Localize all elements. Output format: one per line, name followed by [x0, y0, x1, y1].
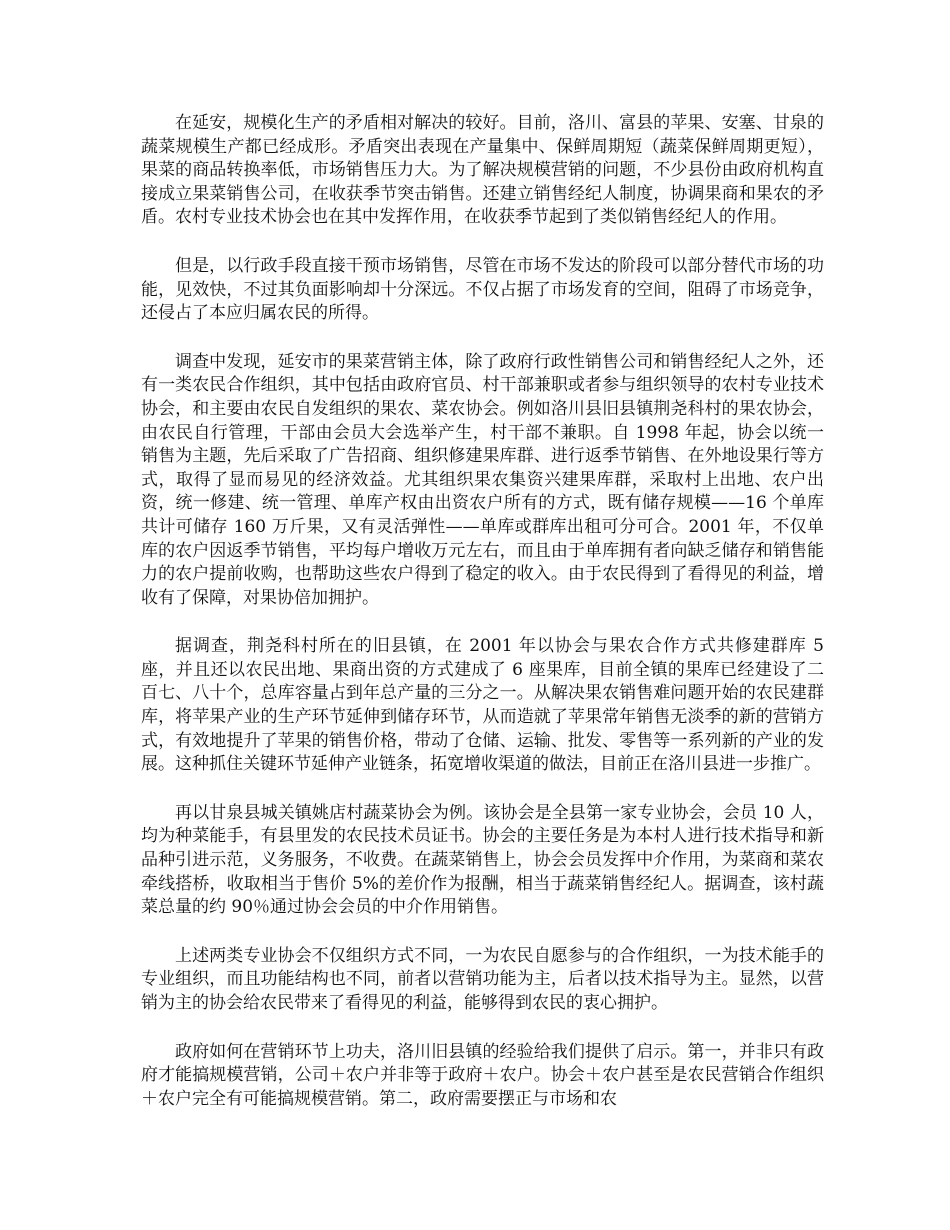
- paragraph-7: 政府如何在营销环节上功夫，洛川旧县镇的经验给我们提供了启示。第一，并非只有政府才能搞规模营销，公司＋农户并非等于政府＋农户。协会＋农户甚至是农民营销合作组织＋农户完全有可能搞规模营销。第二，政府需要摆正与市场和农: [141, 1041, 824, 1109]
- paragraph-5: 再以甘泉县城关镇姚店村蔬菜协会为例。该协会是全县第一家专业协会，会员 10 人，均为种菜能手，有县里发的农民技术员证书。协会的主要任务是为本村人进行技术指导和新品种引进示范，义务服务，不收费。在蔬菜销售上，协会会员发挥中介作用，为菜商和菜农牵线搭桥，收取相当于售价 5%的差价作为报酬，相当于蔬菜销售经纪人。据调查，该村蔬菜总量的约 90％通过协会会员的中介作用销售。: [141, 802, 824, 918]
- document-body: [141, 112, 824, 1111]
- paragraph-2: 但是，以行政手段直接干预市场销售，尽管在市场不发达的阶段可以部分替代市场的功能，见效快，不过其负面影响却十分深远。不仅占据了市场发育的空间，阻碍了市场竞争，还侵占了本应归属农民的所得。: [141, 255, 824, 324]
- paragraph-6: 上述两类专业协会不仅组织方式不同，一为农民自愿参与的合作组织，一为技术能手的专业组织，而且功能结构也不同，前者以营销功能为主，后者以技术指导为主。显然，以营销为主的协会给农民带来了看得见的利益，能够得到农民的衷心拥护。: [141, 945, 824, 1013]
- paragraph-4: 据调查，荆尧科村所在的旧县镇，在 2001 年以协会与果农合作方式共修建群库 5 座，并且还以农民出地、果商出资的方式建成了 6 座果库，目前全镇的果库已经建设了二百七、八十个，总库容量占到年总产量的三分之一。从解决果农销售难问题开始的农民建群库，将苹果产业的生产环节延伸到储存环节，从而造就了苹果常年销售无淡季的新的营销方式，有效地提升了苹果的销售价格，带动了仓储、运输、批发、零售等一系列新的产业的发展。这种抓住关键环节延伸产业链条，拓宽增收渠道的做法，目前正在洛川县进一步推广。: [141, 636, 824, 775]
- paragraph-1: 在延安，规模化生产的矛盾相对解决的较好。目前，洛川、富县的苹果、安塞、甘泉的蔬菜规模生产都已经成形。矛盾突出表现在产量集中、保鲜周期短（蔬菜保鲜周期更短），果菜的商品转换率低，市场销售压力大。为了解决规模营销的问题，不少县份由政府机构直接成立果菜销售公司，在收获季节突击销售。还建立销售经纪人制度，协调果商和果农的矛盾。农村专业技术协会也在其中发挥作用，在收获季节起到了类似销售经纪人的作用。: [141, 113, 824, 228]
- paragraph-3: 调查中发现，延安市的果菜营销主体，除了政府行政性销售公司和销售经纪人之外，还有一类农民合作组织，其中包括由政府官员、村干部兼职或者参与组织领导的农村专业技术协会，和主要由农民自发组织的果农、菜农协会。例如洛川县旧县镇荆尧科村的果农协会，由农民自行管理，干部由会员大会选举产生，村干部不兼职。自 1998 年起，协会以统一销售为主题，先后采取了广告招商、组织修建果库群、进行返季节销售、在外地设果行等方式，取得了显而易见的经济效益。尤其组织果农集资兴建果库群，采取村上出地、农户出资，统一修建、统一管理、单库产权由出资农户所有的方式，既有储存规模——16 个单库共计可储存 160 万斤果，又有灵活弹性——单库或群库出租可分可合。2001 年，不仅单库的农户因返季节销售，平均每户增收万元左右，而且由于单库拥有者向缺乏储存和销售能力的农户提前收购，也帮助这些农户得到了稳定的收入。由于农民得到了看得见的利益，增收有了保障，对果协倍加拥护。: [141, 351, 824, 608]
